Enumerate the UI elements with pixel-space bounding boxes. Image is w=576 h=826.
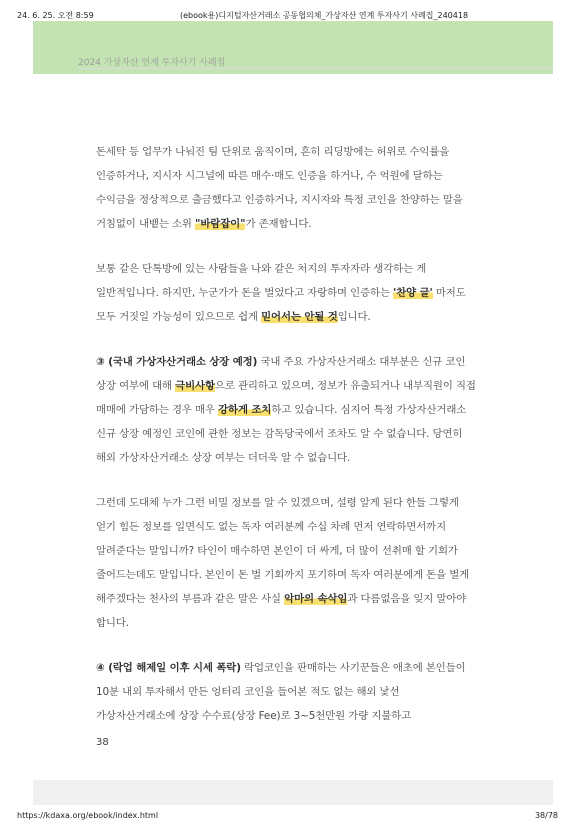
paragraph-3 xyxy=(96,350,476,470)
paragraph-4 xyxy=(96,491,476,635)
text: 가 존재합니다. xyxy=(245,218,312,230)
highlight: '찬양 글' xyxy=(393,287,433,299)
text: 입니다. xyxy=(337,311,371,323)
print-date: 24. 6. 25. 오전 8:59 xyxy=(17,11,94,20)
text: 국내 주요 가상자산거래소 대부분은 신규 코인 상장 여부에 대해 xyxy=(96,356,466,392)
paragraph-5 xyxy=(96,656,476,728)
page-url: https://kdaxa.org/ebook/index.html xyxy=(17,811,159,820)
paragraph-1 xyxy=(96,140,476,236)
paragraph-2 xyxy=(96,257,476,329)
text: 하고 있습니다. 심지어 특정 가상자산거래소 신규 상장 예정인 코인에 관한 정보는 감독당국에서 조차도 알 수 없습니다. 당연히 해외 가상자산거래소 상장 여부는 더더욱 알 수 없습니다. xyxy=(96,404,467,464)
page-number: 38 xyxy=(96,737,109,748)
text: 과 다름없음을 잊지 말아야 합니다. xyxy=(96,593,467,629)
browser-print-header xyxy=(0,0,576,18)
section-lead: ④ (락업 해제일 이후 시세 폭락) xyxy=(96,662,241,674)
text: 보통 같은 단톡방에 있는 사람들을 나와 같은 처지의 투자자라 생각하는 게 일반적입니다. 하지만, 누군가가 돈을 벌었다고 자랑하며 인증하는 xyxy=(96,263,427,299)
section-lead: ③ (국내 가상자산거래소 상장 예정) xyxy=(96,356,258,368)
page-count: 38/78 xyxy=(534,811,558,820)
text: 돈세탁 등 업무가 나눠진 팀 단위로 움직이며, 흔히 리딩방에는 허위로 수익률을 인증하거나, 지시자 시그널에 따른 매수·매도 인증을 하거나, 수 억원에 달하는 수익금을 정상적으로 출금했다고 인증하거나, 지시자와 특정 코인을 찬양하는 말을 거침없이 내뱉는 소위 xyxy=(96,146,463,230)
text: 락업코인을 판매하는 사기꾼들은 애초에 본인들이 10분 내외 투자해서 만든 엉터리 코인을 들어본 적도 없는 해외 낯선 가상자산거래소에 상장 수수료(상장 Fee)로 3~5천만원 가량 지불하고 xyxy=(96,662,466,722)
highlight: 강하게 조치 xyxy=(218,404,272,416)
highlight: 악마의 속삭임 xyxy=(284,593,348,605)
header-divider xyxy=(78,68,553,69)
footer-band xyxy=(33,780,553,805)
document-title: (ebook용)디지털자산거래소 공동협의체_가상자산 연계 투자사기 사례집_240418 xyxy=(180,11,469,20)
page-body xyxy=(96,140,476,728)
highlight: 극비사항 xyxy=(175,380,215,392)
highlight: 믿어서는 안될 것 xyxy=(261,311,338,323)
text: 마저도 모두 거짓일 가능성이 있으므로 쉽게 xyxy=(96,287,466,323)
text: 그런데 도대체 누가 그런 비밀 정보를 알 수 있겠으며, 설령 알게 된다 한들 그렇게 얻기 힘든 정보를 일면식도 없는 독자 여러분께 수십 차례 먼저 연락하면서까지 알려준다는 말입니까? 타인이 매수하면 본인이 더 싸게, 더 많이 선취매 할 기회가 줄어드는데도 말입니다. 본인이 돈 벌 기회까지 포기하며 독자 여러분에게 돈을 벌게 해주겠다는 천사의 부름과 같은 말은 사실 xyxy=(96,497,470,605)
text: 으로 관리하고 있으며, 정보가 유출되거나 내부직원이 직접 매매에 가담하는 경우 매우 xyxy=(96,380,476,416)
highlight: "바람잡이" xyxy=(195,218,246,230)
header-title: 2024 가상자산 연계 투자사기 사례집 xyxy=(78,58,226,68)
